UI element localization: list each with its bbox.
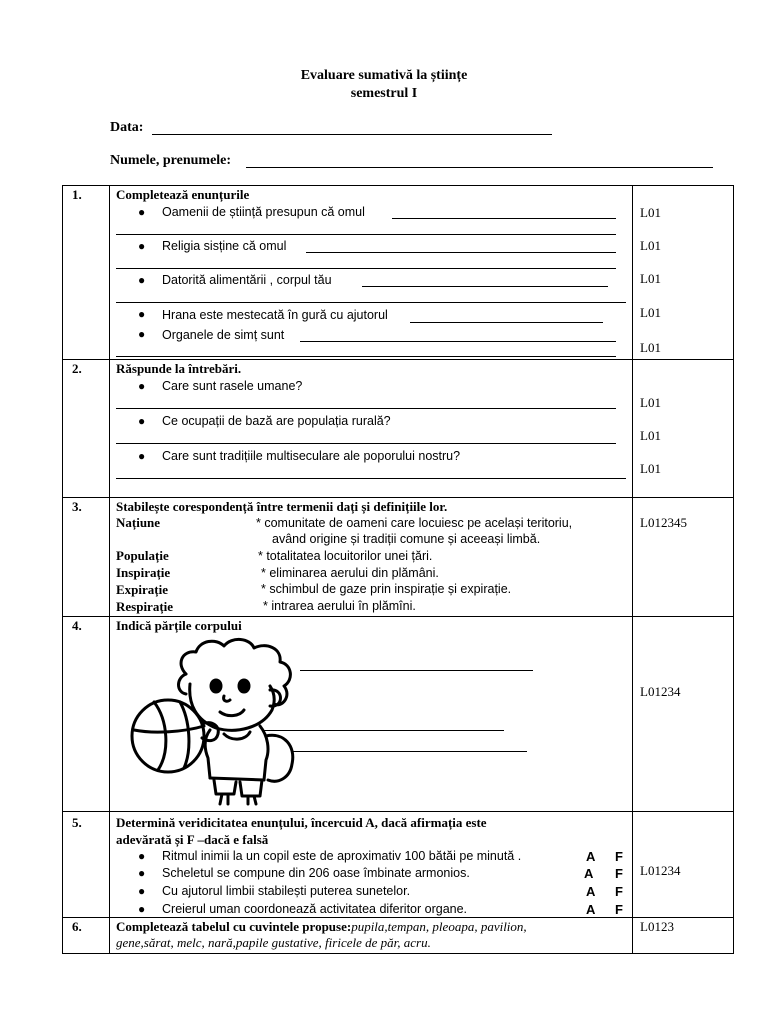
statement: Hrana este mestecată în gură cu ajutorul — [162, 308, 388, 322]
answer-line[interactable] — [116, 478, 626, 479]
bullet-icon: ● — [138, 273, 146, 287]
bullet-icon: ● — [138, 414, 146, 428]
answer-f-option[interactable]: F — [615, 866, 623, 881]
objective-code: L01 — [640, 305, 661, 320]
statement: Ritmul inimii la un copil este de aproximativ 100 bătăi pe minută . — [162, 849, 522, 863]
question-text: Care sunt rasele umane? — [162, 379, 303, 393]
statement: Datorită alimentării , corpul tău — [162, 273, 332, 287]
statement: Cu ajutorul limbii stabilești puterea sunetelor. — [162, 884, 411, 898]
objective-code: L01 — [640, 205, 661, 220]
objective-code: L01 — [640, 238, 661, 253]
definition: * schimbul de gaze prin inspirație și expirație. — [261, 582, 512, 596]
definition: * totalitatea locuitorilor unei țări. — [258, 549, 433, 563]
objective-code: L01 — [640, 428, 661, 443]
question-number: 1. — [72, 187, 82, 202]
objective-code: L0123 — [640, 919, 674, 934]
answer-line[interactable] — [116, 356, 616, 357]
date-field[interactable] — [152, 134, 552, 135]
word-list-continued: gene,sărat, melc, nară,papile gustative, firicele de păr, acru. — [116, 935, 431, 950]
answer-line[interactable] — [116, 234, 616, 235]
body-part-line[interactable] — [292, 751, 527, 752]
definition: având origine și tradiții comune și aceeași limbă. — [272, 532, 541, 546]
answer-line[interactable] — [362, 286, 608, 287]
statement: Oamenii de știință presupun că omul — [162, 205, 365, 219]
bullet-icon: ● — [138, 849, 146, 863]
question-title: Completează enunțurile — [116, 187, 250, 202]
answer-a-option[interactable]: A — [584, 866, 594, 881]
boy-with-ball-illustration — [124, 634, 364, 806]
answer-line[interactable] — [116, 302, 626, 303]
objective-code: L01 — [640, 340, 661, 355]
statement: Religia sisține că omul — [162, 239, 287, 253]
question-title: Determină veridicitatea enunțului, încercuid A, dacă afirmația este — [116, 815, 487, 830]
answer-line[interactable] — [392, 218, 616, 219]
objective-code: L01 — [640, 461, 661, 476]
bullet-icon: ● — [138, 902, 146, 916]
objective-code: L01234 — [640, 863, 681, 878]
answer-f-option[interactable]: F — [615, 849, 623, 864]
question-number: 2. — [72, 361, 82, 376]
statement: Creierul uman coordonează activitatea diferitor organe. — [162, 902, 468, 916]
bullet-icon: ● — [138, 327, 146, 341]
bullet-icon: ● — [138, 307, 146, 321]
term: Națiune — [116, 515, 161, 530]
term: Inspirație — [116, 565, 171, 580]
question-title — [116, 919, 628, 935]
bullet-icon: ● — [138, 379, 146, 393]
objective-code: L012345 — [640, 515, 687, 530]
answer-line[interactable] — [300, 341, 616, 342]
bullet-icon: ● — [138, 205, 146, 219]
answer-a-option[interactable]: A — [586, 849, 596, 864]
answer-line[interactable] — [116, 268, 616, 269]
answer-line[interactable] — [306, 252, 616, 253]
body-part-line[interactable] — [264, 730, 504, 731]
question-title-continued: adevărată și F –dacă e falsă — [116, 832, 269, 847]
bullet-icon: ● — [138, 884, 146, 898]
answer-line[interactable] — [116, 443, 616, 444]
question-number: 4. — [72, 618, 82, 633]
definition: * eliminarea aerului din plămâni. — [261, 566, 439, 580]
body-part-line[interactable] — [300, 670, 533, 671]
objective-code: L01 — [640, 271, 661, 286]
answer-line[interactable] — [116, 408, 616, 409]
answer-f-option[interactable]: F — [615, 884, 623, 899]
answer-f-option[interactable]: F — [615, 902, 623, 917]
question-number: 3. — [72, 499, 82, 514]
question-title: Răspunde la întrebări. — [116, 361, 242, 376]
objective-code: L01 — [640, 395, 661, 410]
bullet-icon: ● — [138, 866, 146, 880]
question-title: Stabilește corespondență între termenii dați și definițiile lor. — [116, 499, 448, 514]
objective-code: L01234 — [640, 684, 681, 699]
statement: Organele de simț sunt — [162, 328, 285, 342]
term: Populație — [116, 548, 169, 563]
question-title-text: Completează tabelul cu cuvintele propuse: — [116, 919, 352, 934]
name-field[interactable] — [246, 167, 713, 168]
word-list: pupila,tempan, pleoapa, pavilion, — [351, 919, 527, 934]
question-number: 6. — [72, 919, 82, 934]
term: Respirație — [116, 599, 174, 614]
question-text: Care sunt tradițiile multiseculare ale poporului nostru? — [162, 449, 461, 463]
answer-line[interactable] — [410, 322, 603, 323]
term: Expirație — [116, 582, 168, 597]
question-text: Ce ocupații de bază are populația rurală? — [162, 414, 391, 428]
page-title: Evaluare sumativă la științe — [300, 68, 468, 83]
page-subtitle: semestrul I — [350, 86, 418, 101]
definition: * intrarea aerului în plămîni. — [263, 599, 416, 613]
question-number: 5. — [72, 815, 82, 830]
bullet-icon: ● — [138, 239, 146, 253]
name-label: Numele, prenumele: — [110, 153, 232, 168]
statement: Scheletul se compune din 206 oase îmbinate armonios. — [162, 866, 470, 880]
answer-a-option[interactable]: A — [586, 902, 596, 917]
question-title: Indică părțile corpului — [116, 618, 242, 633]
bullet-icon: ● — [138, 449, 146, 463]
date-label: Data: — [110, 120, 144, 135]
answer-a-option[interactable]: A — [586, 884, 596, 899]
definition: * comunitate de oameni care locuiesc pe același teritoriu, — [256, 516, 573, 530]
